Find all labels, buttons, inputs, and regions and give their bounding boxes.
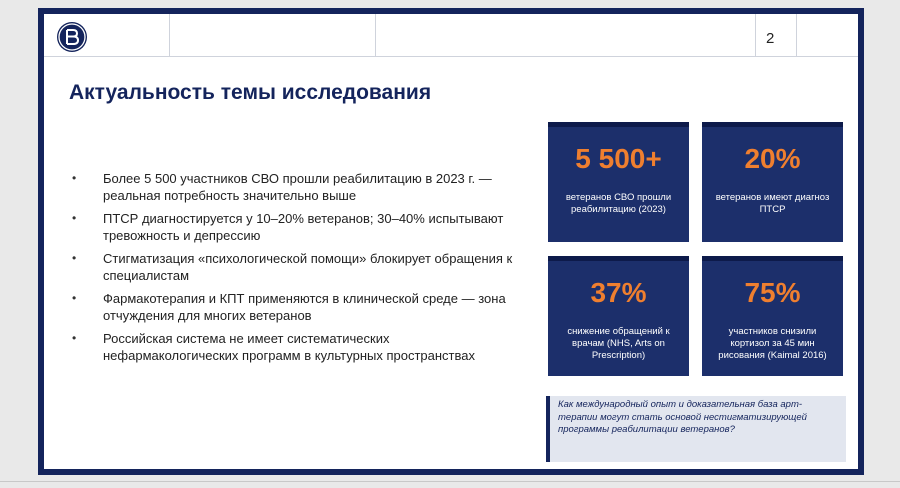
stat-value: 75%: [744, 277, 801, 308]
header-separator: [755, 14, 756, 56]
stat-value: 5 500+: [575, 143, 662, 174]
stat-card-rehabilitation: [548, 122, 689, 242]
stat-card-doctor-visits: [548, 256, 689, 376]
slide-title: Актуальность темы исследования: [69, 81, 432, 104]
bullet-item: • Фармакотерапия и КПТ применяются в клинической среде — зона отчуждения для многих ветеранов: [69, 290, 519, 324]
stat-value: 20%: [744, 143, 801, 174]
bullet-list: [69, 170, 519, 370]
bullet-item: • Российская система не имеет систематических нефармакологических программ в культурных пространствах: [69, 330, 519, 364]
research-question-callout: Как международный опыт и доказательная база арт-терапии могут стать основой нестигматизирующей программы реабилитации ветеранов?: [546, 396, 846, 462]
stat-description: ветеранов СВО прошли реабилитацию (2023): [565, 192, 672, 215]
header-divider: [44, 56, 858, 57]
stat-card-cortisol: [702, 256, 843, 376]
header-separator: [796, 14, 797, 56]
bullet-item: • ПТСР диагностируется у 10–20% ветеранов; 30–40% испытывают тревожность и депрессию: [69, 210, 519, 244]
stat-description: ветеранов имеют диагноз ПТСР: [715, 192, 830, 215]
stat-card-ptsd: [702, 122, 843, 242]
stat-description: участников снизили кортизол за 45 мин рисования (Kaimal 2016): [718, 326, 827, 361]
slide: [38, 8, 864, 475]
stat-value: 37%: [590, 277, 647, 308]
stat-description: снижение обращений к врачам (NHS, Arts on Prescription): [567, 326, 670, 361]
header-separator: [169, 14, 170, 56]
hse-logo-icon: [57, 22, 87, 52]
bullet-item: • Более 5 500 участников СВО прошли реабилитацию в 2023 г. — реальная потребность значительно выше: [69, 170, 519, 204]
bullet-item: • Стигматизация «психологической помощи» блокирует обращения к специалистам: [69, 250, 519, 284]
page-number: 2: [766, 30, 775, 47]
header-separator: [375, 14, 376, 56]
bottom-divider: [0, 481, 900, 482]
